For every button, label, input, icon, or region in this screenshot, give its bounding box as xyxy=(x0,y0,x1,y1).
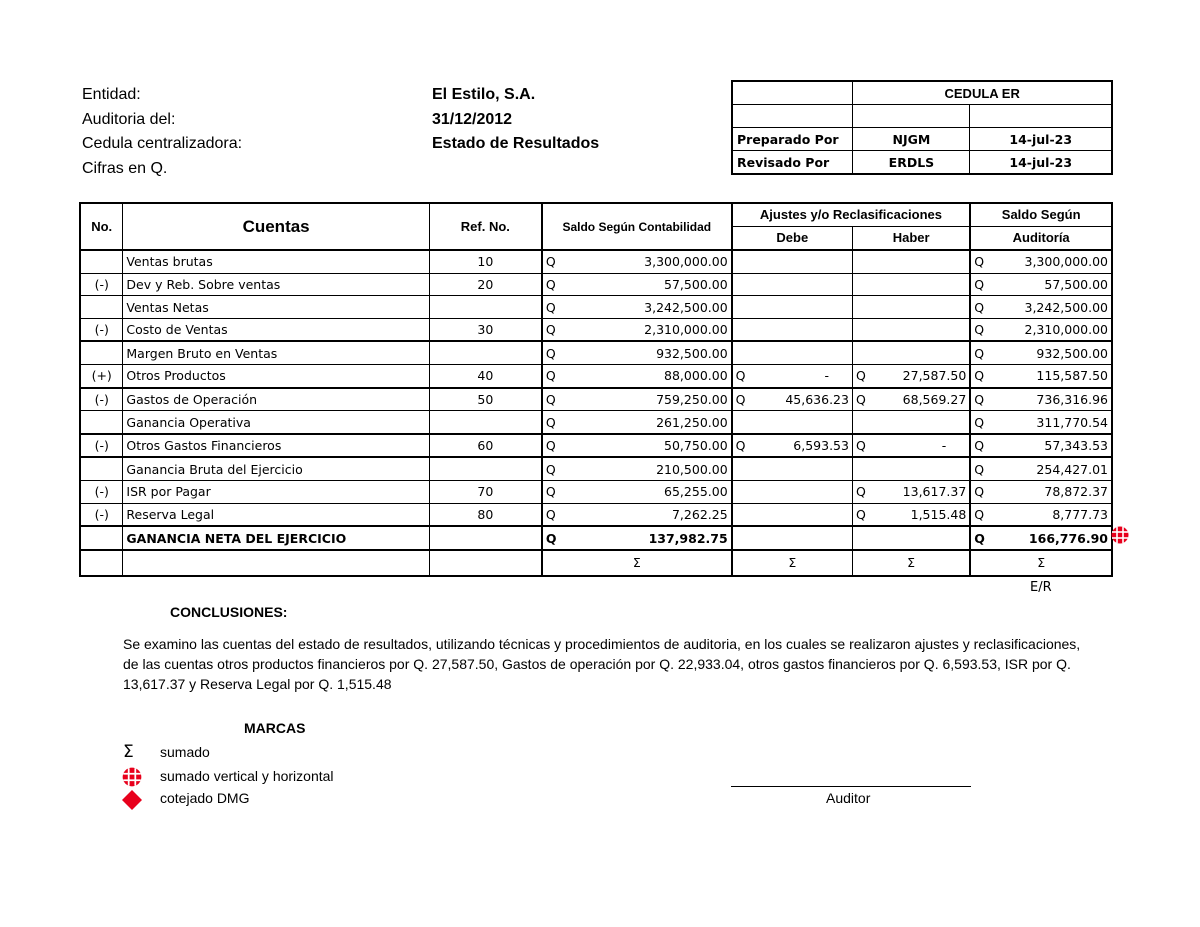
cell-ref: 70 xyxy=(429,481,542,504)
sigma-mark: Σ xyxy=(732,550,853,576)
revisado-label: Revisado Por xyxy=(732,151,853,175)
col-header-no: No. xyxy=(80,203,123,250)
amount: 57,500.00 xyxy=(664,276,728,292)
cell-haber xyxy=(852,457,970,480)
sigma-icon: Σ xyxy=(123,742,134,762)
table-row xyxy=(80,341,1112,364)
col-header-saldo-audit-2: Auditoría xyxy=(970,226,1112,250)
amount: 13,617.37 xyxy=(902,484,967,500)
cell-cuenta: ISR por Pagar xyxy=(123,481,429,504)
currency-symbol: Q xyxy=(545,461,556,477)
cell-audit xyxy=(970,318,1112,341)
amount: 68,569.27 xyxy=(902,391,967,407)
cell-ref: 10 xyxy=(429,250,542,273)
amount: - xyxy=(941,438,947,454)
currency-symbol: Q xyxy=(974,368,985,384)
cell-debe xyxy=(732,273,853,296)
table-body xyxy=(80,250,1112,550)
auditoria-value: 31/12/2012 xyxy=(432,111,513,128)
cedula-value: Estado de Resultados xyxy=(432,135,600,152)
preparado-date: 14-jul-23 xyxy=(970,128,1112,151)
cell-sign xyxy=(80,296,123,319)
col-header-ref: Ref. No. xyxy=(429,203,542,250)
cross-circle-icon xyxy=(121,766,143,788)
currency-symbol: Q xyxy=(545,414,556,430)
cell-cuenta: Ventas brutas xyxy=(123,250,429,273)
cell-haber xyxy=(852,388,970,411)
cell-contab xyxy=(542,481,732,504)
currency-symbol: Q xyxy=(974,391,985,407)
cell-contab xyxy=(542,526,732,550)
cell-audit xyxy=(970,250,1112,273)
currency-symbol: Q xyxy=(855,368,866,384)
cell-audit xyxy=(970,365,1112,388)
currency-symbol: Q xyxy=(545,506,556,522)
cell-debe xyxy=(732,296,853,319)
conclusions-text: Se examino las cuentas del estado de resultados, utilizando técnicas y procedimientos de auditoria, en los cuales se realizaron ajustes y reclasificaciones, de las cuentas otros productos financieros por Q. 27,587.50, Gastos de operación por Q. 22,933.04, otros gastos financieros por Q. 6,593.53, ISR por Q. 13,617.37 y Reserva Legal por Q. 1,515.48 xyxy=(123,636,1081,692)
amount: 45,636.23 xyxy=(785,391,849,407)
cell-audit xyxy=(970,388,1112,411)
cell-sign: (-) xyxy=(80,434,123,458)
cell-haber xyxy=(852,273,970,296)
currency-symbol: Q xyxy=(545,276,556,292)
cell-debe xyxy=(732,341,853,364)
cell-sign xyxy=(80,526,123,550)
currency-symbol: Q xyxy=(855,438,866,454)
amount: 210,500.00 xyxy=(656,461,728,477)
currency-symbol: Q xyxy=(974,438,985,454)
col-header-haber: Haber xyxy=(852,226,970,250)
amount: 2,310,000.00 xyxy=(644,322,728,338)
cell-sign xyxy=(80,341,123,364)
sigma-mark: Σ xyxy=(542,550,732,576)
cell-ref: 60 xyxy=(429,434,542,458)
er-reference: E/R xyxy=(1030,580,1052,595)
cell-ref: 20 xyxy=(429,273,542,296)
marca-label-cotejado: cotejado DMG xyxy=(160,790,250,806)
cell-haber xyxy=(852,434,970,458)
currency-symbol: Q xyxy=(735,368,746,384)
table-row xyxy=(80,388,1112,411)
currency-symbol: Q xyxy=(735,438,746,454)
cell-debe xyxy=(732,503,853,526)
cell-audit xyxy=(970,503,1112,526)
currency-symbol: Q xyxy=(974,461,985,477)
auditor-label: Auditor xyxy=(826,790,871,806)
cell-audit xyxy=(970,411,1112,434)
currency-symbol: Q xyxy=(545,391,556,407)
amount: 932,500.00 xyxy=(656,345,728,361)
cell-ref xyxy=(429,526,542,550)
cedula-label: Cedula centralizadora: xyxy=(82,135,243,152)
cell-haber xyxy=(852,250,970,273)
amount: 3,242,500.00 xyxy=(644,299,728,315)
amount: 6,593.53 xyxy=(793,438,849,454)
cell-cuenta: Dev y Reb. Sobre ventas xyxy=(123,273,429,296)
table-row xyxy=(80,481,1112,504)
currency-symbol: Q xyxy=(855,484,866,500)
amount: 88,000.00 xyxy=(664,368,728,384)
amount: 115,587.50 xyxy=(1036,368,1108,384)
amount: 736,316.96 xyxy=(1036,391,1108,407)
amount: 137,982.75 xyxy=(648,530,728,546)
cell-cuenta: Gastos de Operación xyxy=(123,388,429,411)
cell-sign xyxy=(80,411,123,434)
cell-debe xyxy=(732,457,853,480)
diamond-icon xyxy=(120,788,144,812)
cell-haber xyxy=(852,503,970,526)
signoff-box xyxy=(731,80,1113,175)
table-row xyxy=(80,365,1112,388)
cell-debe xyxy=(732,526,853,550)
sigma-mark: Σ xyxy=(970,550,1112,576)
cell-ref: 80 xyxy=(429,503,542,526)
cell-debe xyxy=(732,481,853,504)
cell-contab xyxy=(542,388,732,411)
amount: 166,776.90 xyxy=(1028,530,1108,546)
currency-symbol: Q xyxy=(545,345,556,361)
amount: 261,250.00 xyxy=(656,414,728,430)
cell-cuenta: Ventas Netas xyxy=(123,296,429,319)
cell-contab xyxy=(542,503,732,526)
currency-symbol: Q xyxy=(974,506,985,522)
cell-cuenta: Costo de Ventas xyxy=(123,318,429,341)
amount: 65,255.00 xyxy=(664,484,728,500)
currency-symbol: Q xyxy=(855,506,866,522)
cell-contab xyxy=(542,250,732,273)
currency-symbol: Q xyxy=(974,322,985,338)
cell-contab xyxy=(542,457,732,480)
cell-haber xyxy=(852,296,970,319)
cell-audit xyxy=(970,296,1112,319)
cell-cuenta: Ganancia Operativa xyxy=(123,411,429,434)
cell-contab xyxy=(542,411,732,434)
preparado-by: NJGM xyxy=(853,128,970,151)
cell-cuenta: Margen Bruto en Ventas xyxy=(123,341,429,364)
cifras-label: Cifras en Q. xyxy=(82,160,168,177)
col-header-saldo-audit-1: Saldo Según xyxy=(970,203,1112,226)
cell-cuenta: Reserva Legal xyxy=(123,503,429,526)
cell-haber xyxy=(852,481,970,504)
currency-symbol: Q xyxy=(735,391,746,407)
currency-symbol: Q xyxy=(545,368,556,384)
cell-audit xyxy=(970,481,1112,504)
col-header-debe: Debe xyxy=(732,226,853,250)
cell-debe xyxy=(732,434,853,458)
cell-contab xyxy=(542,434,732,458)
cell-audit xyxy=(970,273,1112,296)
marca-label-sumado: sumado xyxy=(160,744,210,760)
preparado-label: Preparado Por xyxy=(732,128,853,151)
currency-symbol: Q xyxy=(974,345,985,361)
cell-ref xyxy=(429,296,542,319)
currency-symbol: Q xyxy=(545,254,556,270)
cell-cuenta: GANANCIA NETA DEL EJERCICIO xyxy=(123,526,429,550)
revisado-by: ERDLS xyxy=(853,151,970,175)
amount: 759,250.00 xyxy=(656,391,728,407)
signature-line xyxy=(731,786,971,787)
cell-sign xyxy=(80,457,123,480)
table-row xyxy=(80,318,1112,341)
table-row xyxy=(80,526,1112,550)
table-row xyxy=(80,411,1112,434)
currency-symbol: Q xyxy=(545,438,556,454)
cell-ref: 30 xyxy=(429,318,542,341)
cell-cuenta: Otros Gastos Financieros xyxy=(123,434,429,458)
amount: 57,343.53 xyxy=(1044,438,1108,454)
income-statement-table xyxy=(79,202,1113,577)
cell-debe xyxy=(732,388,853,411)
amount: 3,300,000.00 xyxy=(644,254,728,270)
cell-cuenta: Otros Productos xyxy=(123,365,429,388)
amount: 1,515.48 xyxy=(910,506,967,522)
cell-audit xyxy=(970,341,1112,364)
currency-symbol: Q xyxy=(974,254,985,270)
amount: 7,262.25 xyxy=(671,506,728,522)
marcas-title: MARCAS xyxy=(244,720,306,736)
cell-sign xyxy=(80,250,123,273)
amount: 932,500.00 xyxy=(1036,345,1108,361)
currency-symbol: Q xyxy=(974,484,985,500)
cell-audit xyxy=(970,434,1112,458)
cell-contab xyxy=(542,318,732,341)
cell-haber xyxy=(852,411,970,434)
currency-symbol: Q xyxy=(545,299,556,315)
cedula-code: CEDULA ER xyxy=(853,81,1112,105)
cell-debe xyxy=(732,411,853,434)
table-row xyxy=(80,434,1112,458)
currency-symbol: Q xyxy=(974,276,985,292)
cell-ref: 50 xyxy=(429,388,542,411)
amount: 254,427.01 xyxy=(1036,461,1108,477)
currency-symbol: Q xyxy=(855,391,866,407)
auditoria-label: Auditoria del: xyxy=(82,111,176,128)
table-row xyxy=(80,250,1112,273)
cell-ref: 40 xyxy=(429,365,542,388)
col-header-saldo-contab: Saldo Según Contabilidad xyxy=(542,203,732,250)
cell-haber xyxy=(852,365,970,388)
cell-sign: (-) xyxy=(80,318,123,341)
col-header-cuentas: Cuentas xyxy=(123,203,429,250)
amount: - xyxy=(824,368,829,384)
cell-contab xyxy=(542,365,732,388)
currency-symbol: Q xyxy=(545,530,557,546)
table-row xyxy=(80,457,1112,480)
currency-symbol: Q xyxy=(974,414,985,430)
cell-haber xyxy=(852,341,970,364)
currency-symbol: Q xyxy=(545,484,556,500)
currency-symbol: Q xyxy=(974,530,985,546)
cell-ref xyxy=(429,411,542,434)
col-header-ajustes: Ajustes y/o Reclasificaciones xyxy=(732,203,971,226)
amount: 78,872.37 xyxy=(1044,484,1108,500)
cell-audit xyxy=(970,457,1112,480)
table-row xyxy=(80,296,1112,319)
cell-haber xyxy=(852,318,970,341)
cross-circle-icon xyxy=(1110,525,1130,545)
marca-label-vertical-horizontal: sumado vertical y horizontal xyxy=(160,768,334,784)
cell-audit xyxy=(970,526,1112,550)
currency-symbol: Q xyxy=(545,322,556,338)
cell-haber xyxy=(852,526,970,550)
cell-sign: (-) xyxy=(80,503,123,526)
cell-sign: (+) xyxy=(80,365,123,388)
table-row xyxy=(80,503,1112,526)
cell-debe xyxy=(732,318,853,341)
entidad-label: Entidad: xyxy=(82,86,141,103)
currency-symbol: Q xyxy=(974,299,985,315)
amount: 27,587.50 xyxy=(902,368,967,384)
amount: 50,750.00 xyxy=(664,438,728,454)
amount: 57,500.00 xyxy=(1044,276,1108,292)
cell-sign: (-) xyxy=(80,481,123,504)
sigma-mark: Σ xyxy=(852,550,970,576)
cell-ref xyxy=(429,341,542,364)
cell-debe xyxy=(732,250,853,273)
revisado-date: 14-jul-23 xyxy=(970,151,1112,175)
cell-sign: (-) xyxy=(80,388,123,411)
amount: 311,770.54 xyxy=(1036,414,1108,430)
cell-cuenta: Ganancia Bruta del Ejercicio xyxy=(123,457,429,480)
amount: 8,777.73 xyxy=(1052,506,1108,522)
cell-contab xyxy=(542,273,732,296)
entidad-value: El Estilo, S.A. xyxy=(432,86,536,103)
amount: 2,310,000.00 xyxy=(1024,322,1108,338)
cell-sign: (-) xyxy=(80,273,123,296)
cell-ref xyxy=(429,457,542,480)
cell-contab xyxy=(542,296,732,319)
cell-contab xyxy=(542,341,732,364)
cell-debe xyxy=(732,365,853,388)
table-row xyxy=(80,273,1112,296)
amount: 3,242,500.00 xyxy=(1024,299,1108,315)
amount: 3,300,000.00 xyxy=(1024,254,1108,270)
conclusions-title: CONCLUSIONES: xyxy=(170,604,288,620)
